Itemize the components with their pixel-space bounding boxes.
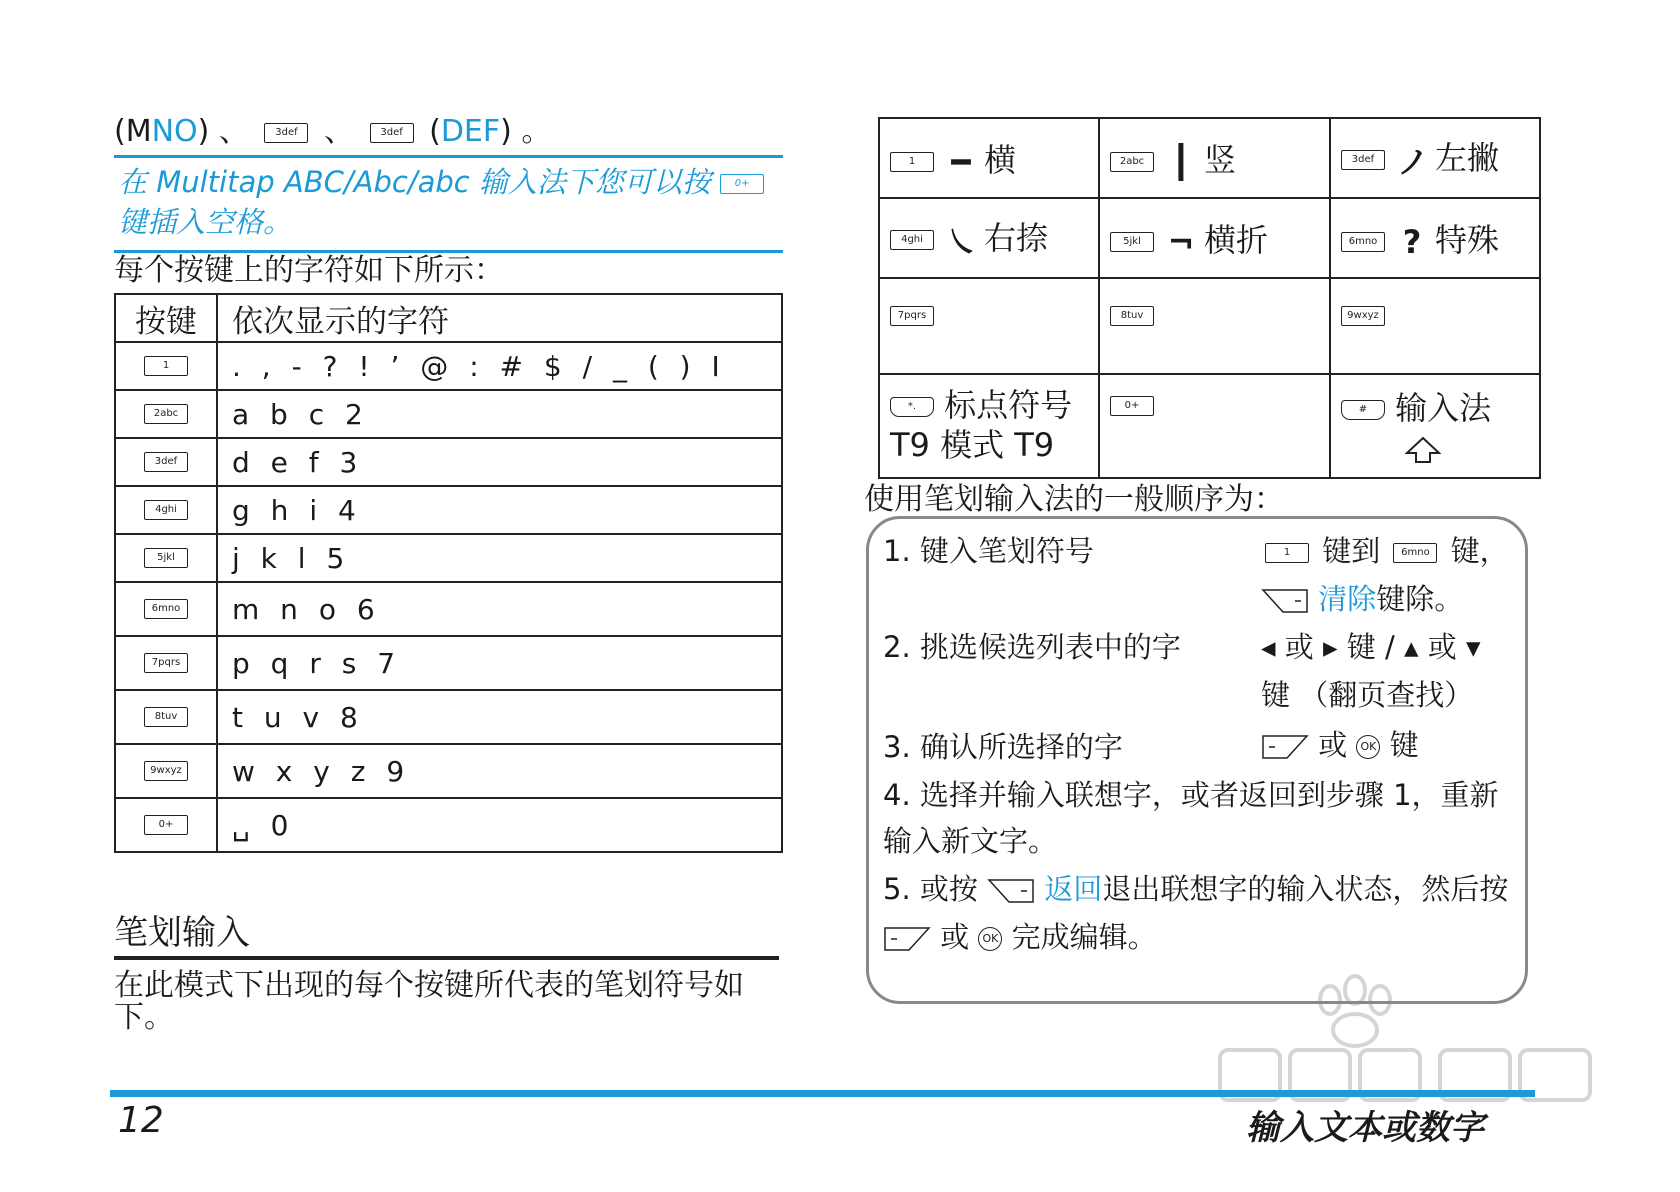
chars-cell: p q r s 7	[217, 636, 782, 690]
key-icon: 5jkl	[144, 548, 188, 568]
table-row	[879, 278, 1540, 374]
clear-softkey-icon	[1261, 588, 1309, 614]
key-cell	[115, 636, 217, 690]
step-2-right1: ◂ 或 ▸ 键 / ▴ 或 ▾	[1261, 630, 1481, 664]
punct-label: 标点符号	[944, 386, 1073, 424]
key-cell	[115, 390, 217, 438]
table-row	[879, 374, 1540, 478]
step-5-line2	[883, 915, 1157, 956]
stroke-symbol-icon: ¬	[1167, 223, 1195, 261]
key-3-icon: 3def	[370, 123, 414, 143]
key-icon: 8tuv	[1110, 306, 1154, 326]
stroke-cell	[1330, 278, 1540, 374]
key-icon: 2abc	[144, 404, 188, 424]
back-softkey-icon	[987, 878, 1035, 904]
top-line	[114, 106, 551, 150]
key-label: 键	[1389, 728, 1419, 762]
table-row	[115, 486, 782, 534]
back-label: 返回	[1044, 872, 1103, 906]
t9-mode-label: T9 模式 T9	[890, 426, 1055, 464]
table-row	[879, 198, 1540, 278]
stroke-cell-0	[1099, 374, 1330, 478]
stroke-cell	[1099, 278, 1330, 374]
key-icon: 7pqrs	[144, 653, 188, 673]
key-icon: 3def	[144, 452, 188, 472]
chars-cell: . , - ? ! ’ @ : # $ / _ ( ) I	[217, 342, 782, 390]
key-icon: 9wxyz	[1341, 306, 1385, 326]
key-icon: 7pqrs	[890, 306, 934, 326]
stroke-symbol-icon: ノ	[1397, 143, 1430, 181]
table-row	[115, 390, 782, 438]
key-cell	[115, 438, 217, 486]
page-number: 12	[118, 1100, 164, 1141]
mno-label: (MNO)	[114, 114, 210, 149]
table-header	[115, 294, 782, 342]
key-icon: 6mno	[1341, 232, 1385, 252]
key-star-icon: *.	[890, 397, 934, 417]
key-cell	[115, 582, 217, 636]
header-chars: 依次显示的字符	[217, 294, 782, 342]
key-icon: 0+	[144, 815, 188, 835]
stroke-cell	[879, 278, 1099, 374]
stroke-label: 横	[984, 141, 1017, 179]
step-5-pre: 5. 或按	[883, 872, 978, 906]
clear-label: 清除	[1318, 582, 1377, 616]
step-1-mid: 键到	[1322, 534, 1381, 568]
note-text-before: 在 Multitap ABC/Abc/abc 输入法下您可以按	[118, 165, 711, 199]
key-icon: 4ghi	[890, 230, 934, 250]
step-5-post: 退出联想字的输入状态，然后按	[1102, 872, 1509, 906]
key-0-icon: 0+	[1110, 396, 1154, 416]
key-icon: 2abc	[1110, 152, 1154, 172]
shift-arrow-icon	[1403, 431, 1443, 477]
key-0-icon: 0+	[720, 174, 764, 194]
note-text-after: 键插入空格。	[118, 205, 293, 239]
chars-cell: w x y z 9	[217, 744, 782, 798]
stroke-cell	[1099, 198, 1330, 278]
stroke-symbol-icon: ┃	[1171, 143, 1191, 181]
chars-cell: d e f 3	[217, 438, 782, 486]
stroke-cell	[1330, 198, 1540, 278]
key-1-icon: 1	[1265, 543, 1309, 563]
key-icon: 4ghi	[144, 500, 188, 520]
clear-end: 键除。	[1376, 582, 1464, 616]
or-label: 或	[940, 920, 970, 954]
or-label: 或	[1318, 728, 1348, 762]
key-icon: 8tuv	[144, 707, 188, 727]
stroke-symbol-icon: ㇏	[946, 223, 979, 261]
step-4-line2: 输入新文字。	[883, 824, 1058, 858]
key-icon: 1	[890, 152, 934, 172]
stroke-desc: 在此模式下出现的每个按键所代表的笔划符号如下。	[114, 968, 744, 1035]
intro-text: 每个按键上的字符如下所示：	[114, 253, 504, 288]
key-char-table	[114, 293, 783, 853]
separator: 、	[218, 114, 249, 149]
table-row	[115, 342, 782, 390]
table-row	[115, 582, 782, 636]
key-cell	[115, 798, 217, 852]
key-6-icon: 6mno	[1393, 543, 1437, 563]
key-cell	[115, 342, 217, 390]
chars-cell: ␣ 0	[217, 798, 782, 852]
def-label: (DEF)	[429, 114, 512, 149]
key-3-icon: 3def	[264, 123, 308, 143]
steps-box	[866, 516, 1528, 1004]
stroke-cell-hash	[1330, 374, 1540, 478]
table-row	[115, 690, 782, 744]
step-2: 2. 挑选候选列表中的字	[883, 630, 1181, 664]
stroke-cell-punct	[879, 374, 1099, 478]
stroke-label: 横折	[1204, 221, 1269, 259]
stroke-cell	[879, 118, 1099, 198]
chars-cell: j k l 5	[217, 534, 782, 582]
stroke-symbol-icon: ?	[1402, 223, 1422, 261]
chars-cell: t u v 8	[217, 690, 782, 744]
key-icon: 6mno	[144, 599, 188, 619]
chars-cell: m n o 6	[217, 582, 782, 636]
table-row	[115, 798, 782, 852]
key-cell	[115, 486, 217, 534]
ok-circle-icon: OK	[978, 927, 1002, 951]
stroke-label: 右捺	[984, 219, 1049, 257]
key-hash-icon: #	[1341, 400, 1385, 420]
step-3: 3. 确认所选择的字	[883, 730, 1123, 764]
stroke-table	[878, 117, 1541, 479]
step-1-clear	[1261, 577, 1463, 618]
step-5-line1	[883, 867, 1508, 908]
stroke-label: 左撇	[1435, 139, 1500, 177]
chapter-title: 输入文本或数字	[1246, 1108, 1484, 1148]
header-key: 按键	[115, 294, 217, 342]
footer-bar	[110, 1090, 1535, 1097]
step-4-line1: 4. 选择并输入联想字，或者返回到步骤 1，重新	[883, 778, 1499, 812]
step-1: 1. 键入笔划符号	[883, 534, 1094, 568]
space-note	[114, 155, 783, 253]
ok-softkey-icon	[883, 926, 931, 952]
step-1-end: 键，	[1450, 534, 1509, 568]
table-row	[115, 744, 782, 798]
step-2-right2: 键 （翻页查找）	[1261, 678, 1474, 712]
stroke-cell	[1330, 118, 1540, 198]
table-row	[115, 534, 782, 582]
stroke-cell	[879, 198, 1099, 278]
key-cell	[115, 534, 217, 582]
key-icon: 1	[144, 356, 188, 376]
finish-label: 完成编辑。	[1011, 920, 1157, 954]
key-icon: 5jkl	[1110, 232, 1154, 252]
step-1-right	[1261, 529, 1509, 570]
stroke-label: 特殊	[1435, 221, 1500, 259]
order-title: 使用笔划输入法的一般顺序为：	[864, 482, 1284, 517]
ok-circle-icon: OK	[1356, 735, 1380, 759]
input-method-label: 输入法	[1395, 389, 1492, 427]
step-3-right	[1261, 723, 1419, 764]
chars-cell: g h i 4	[217, 486, 782, 534]
stroke-heading: 笔划输入	[114, 905, 779, 960]
stroke-symbol-icon: ━	[951, 143, 971, 181]
separator: 、	[324, 114, 355, 149]
chars-cell: a b c 2	[217, 390, 782, 438]
key-icon: 3def	[1341, 150, 1385, 170]
key-cell	[115, 744, 217, 798]
ok-softkey-icon	[1261, 734, 1309, 760]
stroke-cell	[1099, 118, 1330, 198]
period: 。	[521, 114, 552, 149]
stroke-label: 竖	[1204, 141, 1237, 179]
table-row	[115, 636, 782, 690]
key-cell	[115, 690, 217, 744]
table-row	[115, 438, 782, 486]
key-icon: 9wxyz	[144, 761, 188, 781]
table-row	[879, 118, 1540, 198]
